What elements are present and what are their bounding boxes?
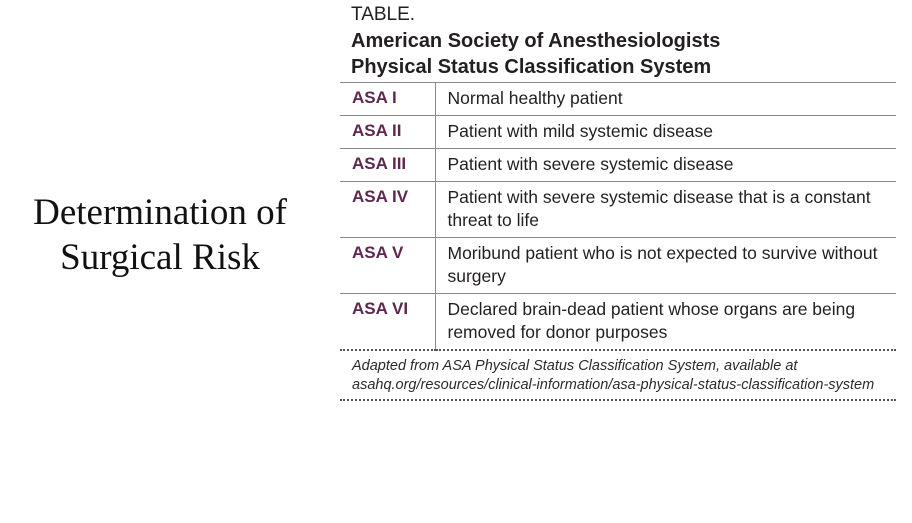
table-row <box>340 149 896 182</box>
asa-code-cell: ASA IV <box>340 182 435 238</box>
asa-description-cell: Patient with severe systemic disease that is a constant threat to life <box>435 182 896 238</box>
asa-code-cell: ASA III <box>340 149 435 182</box>
table-title-line-2: Physical Status Classification System <box>351 56 712 78</box>
asa-description-cell: Patient with severe systemic disease <box>435 149 896 182</box>
table-footnote: Adapted from ASA Physical Status Classification System, available at asahq.org/resources/clinical-information/asa-physical-status-classification-system <box>352 358 875 393</box>
table-label: TABLE. <box>351 4 416 25</box>
slide-title-line-1: Determination of <box>33 192 287 233</box>
asa-table-panel <box>340 2 896 401</box>
table-row <box>340 294 896 351</box>
table-row <box>340 182 896 238</box>
asa-code-cell: ASA VI <box>340 294 435 351</box>
asa-code-cell: ASA I <box>340 83 435 116</box>
table-title <box>351 28 896 80</box>
asa-description-cell: Moribund patient who is not expected to survive without surgery <box>435 238 896 294</box>
table-title-line-1: American Society of Anesthesiologists <box>351 30 721 52</box>
asa-classification-table <box>340 83 896 351</box>
table-bottom-divider <box>340 399 896 401</box>
asa-description-cell: Declared brain-dead patient whose organs are being removed for donor purposes <box>435 294 896 351</box>
table-row <box>340 83 896 116</box>
slide-title-line-2: Surgical Risk <box>60 237 260 278</box>
slide-title <box>0 190 320 280</box>
table-row <box>340 238 896 294</box>
asa-description-cell: Patient with mild systemic disease <box>435 116 896 149</box>
asa-code-cell: ASA II <box>340 116 435 149</box>
asa-code-cell: ASA V <box>340 238 435 294</box>
asa-description-cell: Normal healthy patient <box>435 83 896 116</box>
table-row <box>340 116 896 149</box>
